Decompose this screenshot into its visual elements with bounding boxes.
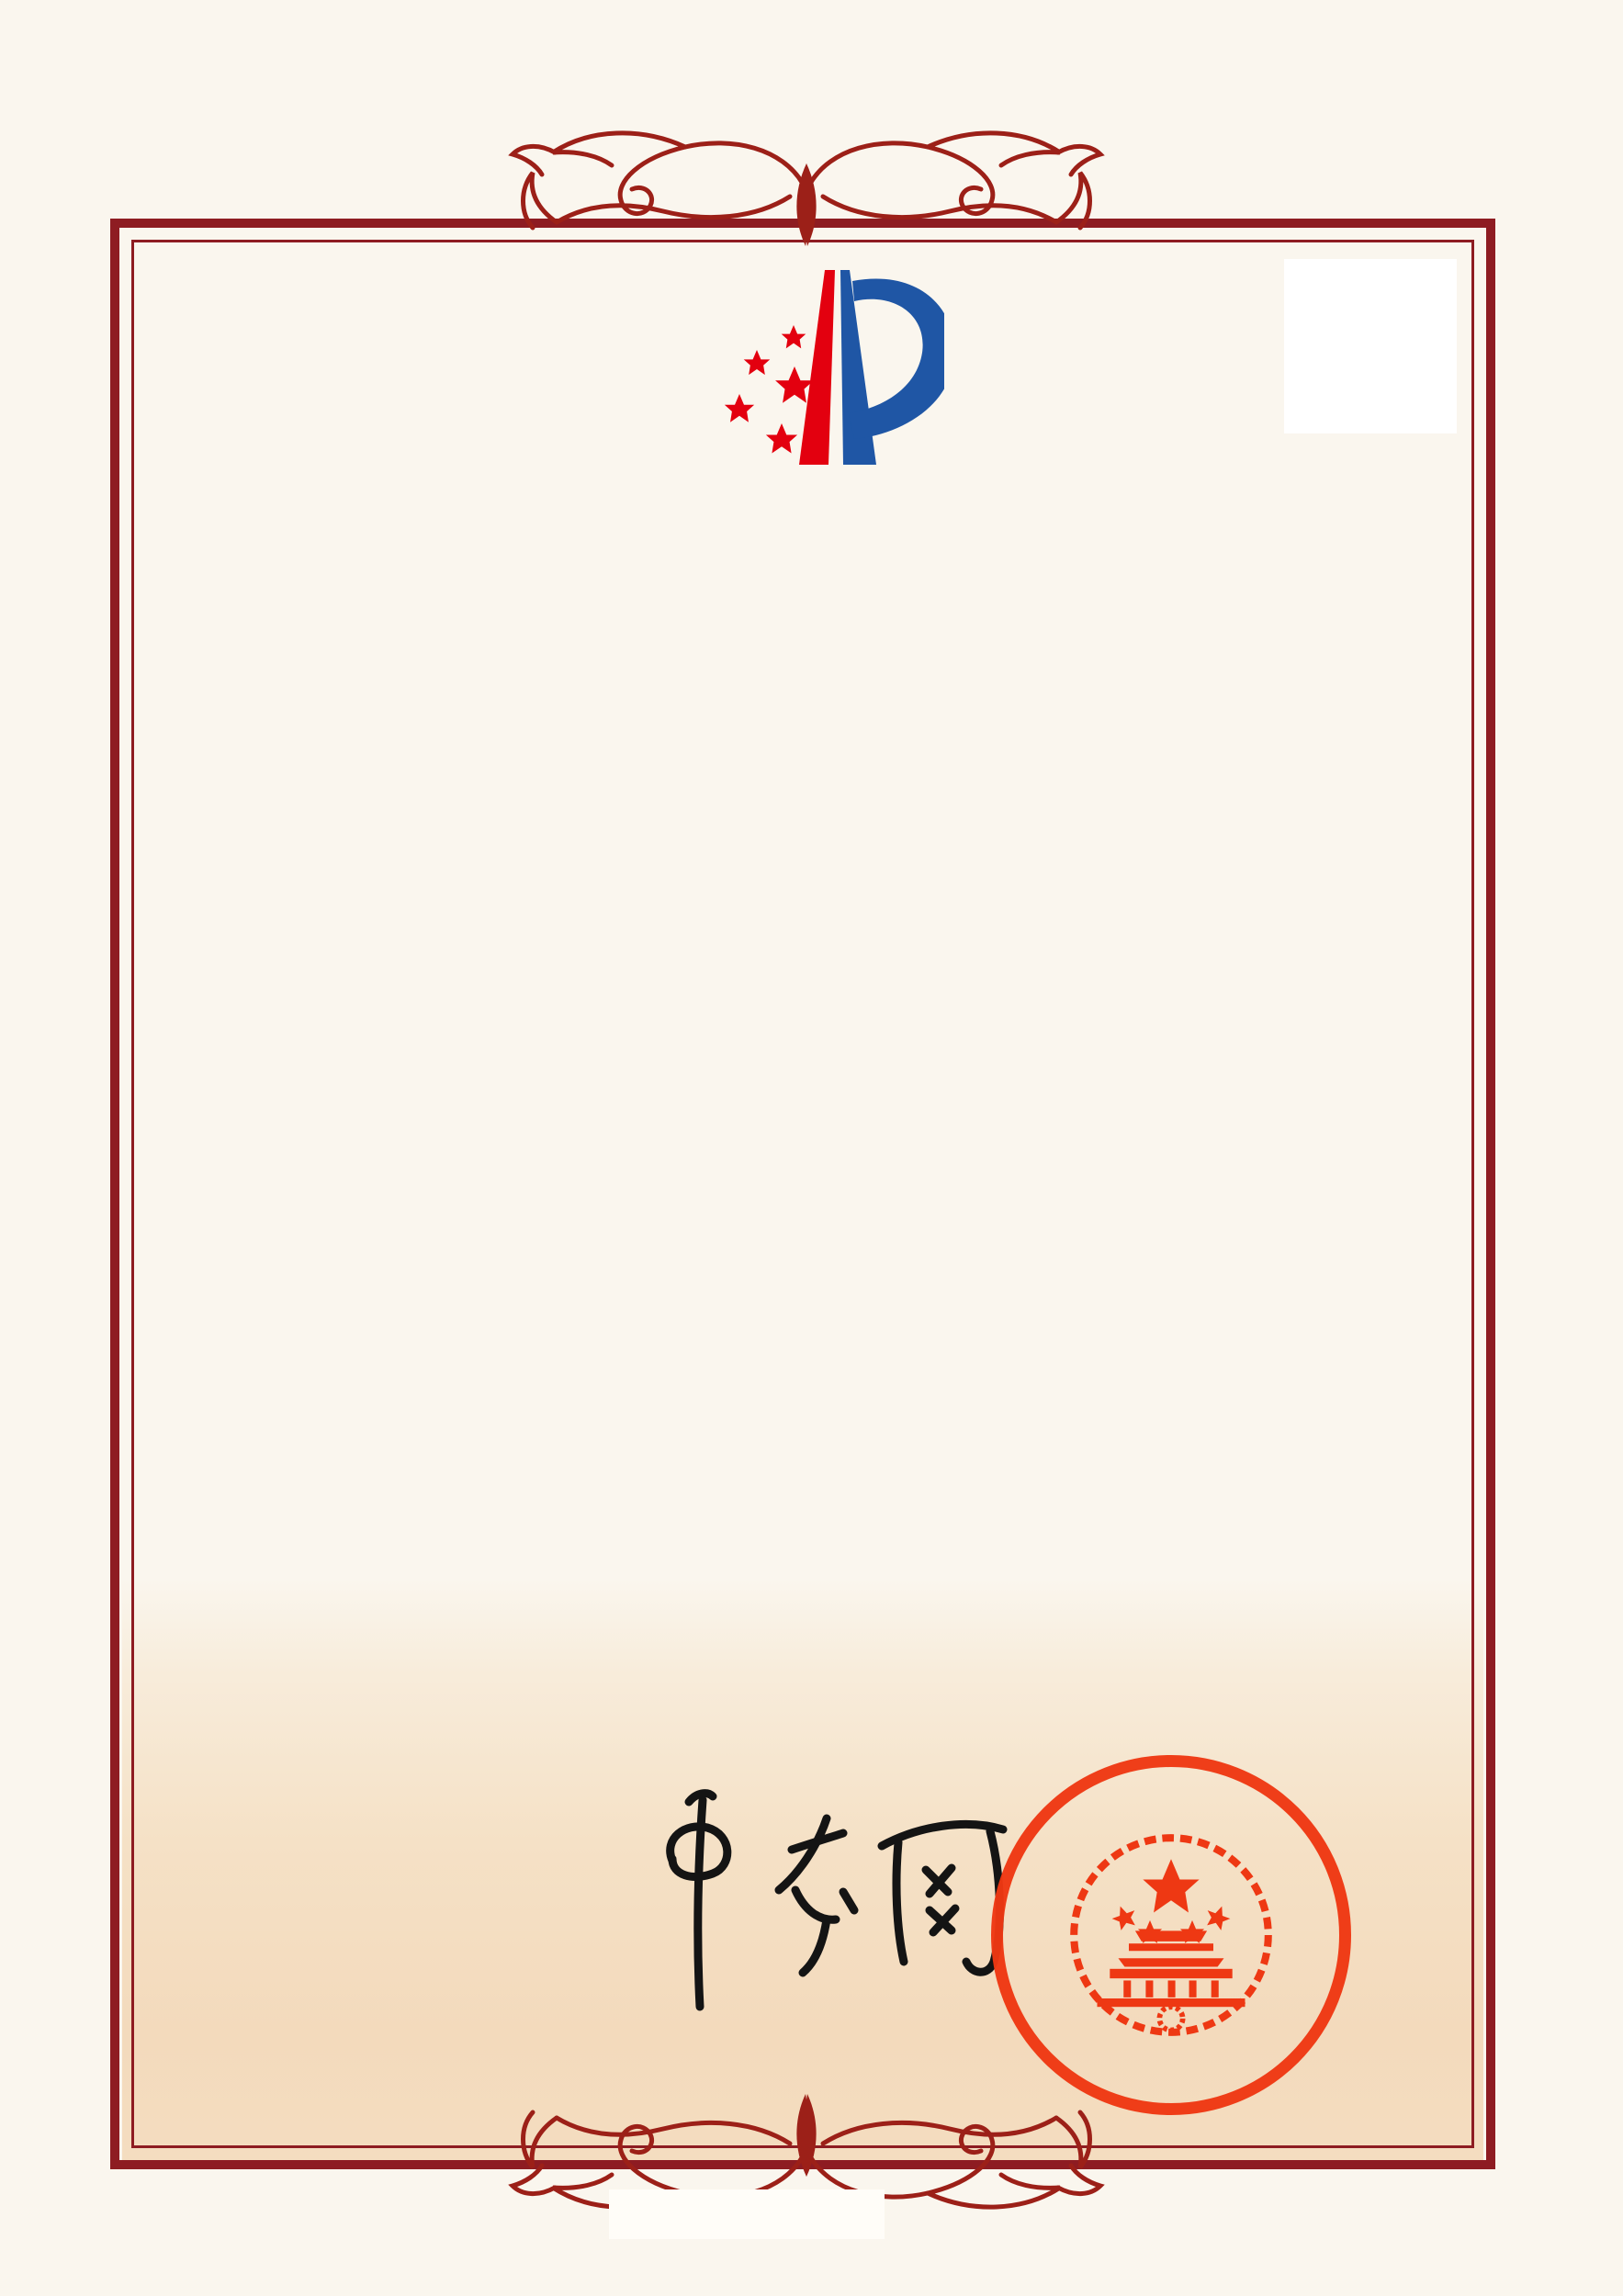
- field-row-patent-number: [225, 890, 420, 929]
- director-signature: [551, 1782, 1029, 2020]
- field-row-grant-date: [225, 1271, 519, 1310]
- field-row-filing-date: [225, 985, 420, 1023]
- field-row-invention-name: [225, 701, 420, 739]
- barcode: [230, 1719, 590, 1752]
- field-row-patentee: [225, 1079, 420, 1118]
- footer-note: [609, 2189, 885, 2239]
- legal-text: [202, 1332, 1424, 1335]
- qr-code: [1302, 277, 1439, 415]
- field-row-address: [225, 1174, 420, 1212]
- field-row-inventors: [225, 795, 420, 834]
- cnipa-logo: [691, 255, 944, 476]
- qr-code-box: [1284, 259, 1457, 433]
- national-emblem-icon: [1065, 1829, 1277, 2041]
